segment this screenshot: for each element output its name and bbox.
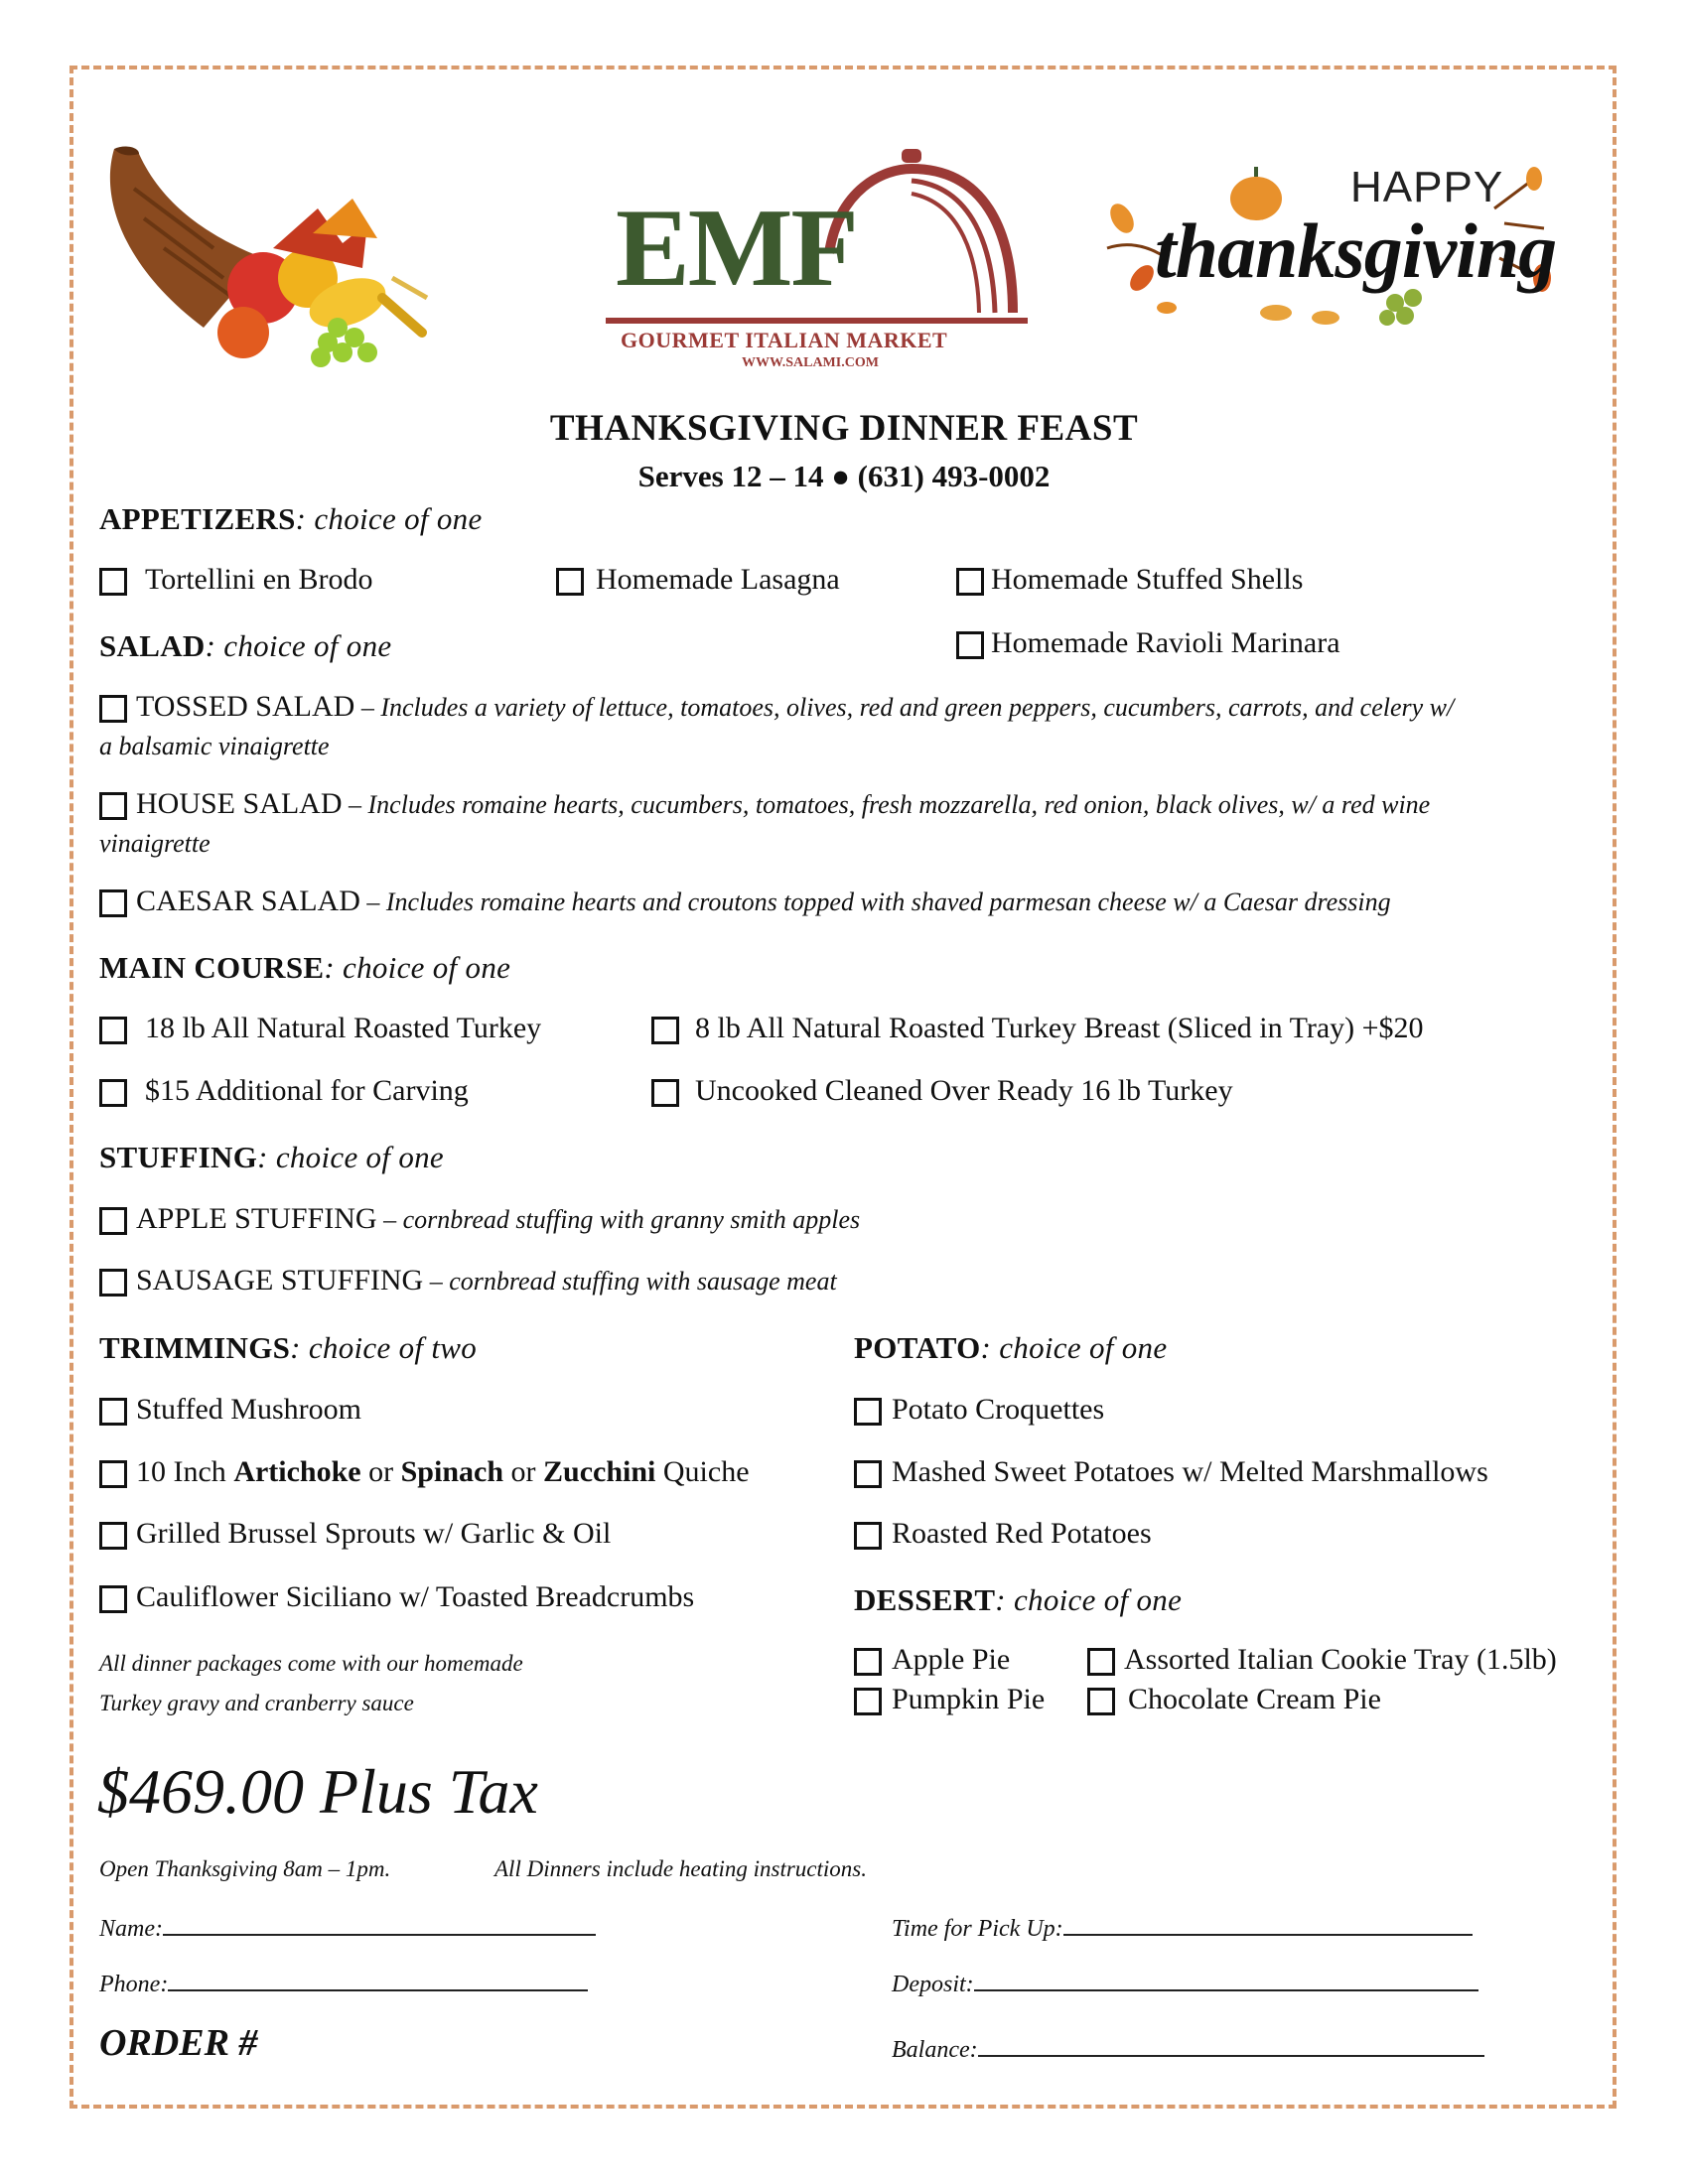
salad-item-1 <box>136 690 1454 724</box>
salad-desc-3: – Includes romaine hearts and croutons topped with shaved parmesan cheese w/ a Caesar dressing <box>359 887 1391 916</box>
trimming-label-2: Grilled Brussel Sprouts w/ Garlic & Oil <box>136 1517 612 1550</box>
stuffing-item-2 <box>136 1264 837 1297</box>
deposit-label: Deposit: <box>892 1972 974 1997</box>
main-course-checkbox-2[interactable] <box>651 1017 679 1044</box>
salad-desc-2: – Includes romaine hearts, cucumbers, tomatoes, fresh mozzarella, red onion, black olives, w/ a red wine <box>342 790 1431 819</box>
trimming-label-3: Cauliflower Siciliano w/ Toasted Breadcrumbs <box>136 1580 695 1613</box>
pickup-field[interactable] <box>892 1912 1473 1943</box>
stuffing-checkbox-2[interactable] <box>99 1269 127 1297</box>
appetizer-label-4: Homemade Ravioli Marinara <box>991 626 1340 659</box>
salad-heading: SALAD: choice of one <box>99 628 392 663</box>
salad-name-2: HOUSE SALAD <box>136 787 343 820</box>
appetizer-checkbox-2[interactable] <box>556 568 584 596</box>
balance-label: Balance: <box>892 2037 978 2063</box>
trimming-label-1: Stuffed Mushroom <box>136 1393 361 1426</box>
heating-info: All Dinners include heating instructions. <box>494 1856 867 1881</box>
price: $469.00 Plus Tax <box>97 1756 538 1827</box>
main-course-label-1: 18 lb All Natural Roasted Turkey <box>145 1012 542 1044</box>
appetizer-label-2: Homemade Lasagna <box>596 563 840 596</box>
logo-tagline: GOURMET ITALIAN MARKET <box>621 328 948 352</box>
stuffing-name-2: SAUSAGE STUFFING <box>136 1264 424 1297</box>
phone-field[interactable] <box>99 1968 588 1998</box>
trimmings-heading: TRIMMINGS: choice of two <box>99 1330 478 1365</box>
pickup-label: Time for Pick Up: <box>892 1916 1063 1942</box>
main-course-checkbox-4[interactable] <box>651 1079 679 1107</box>
greeting-thanksgiving: thanksgiving <box>1155 207 1557 294</box>
salad-name-3: CAESAR SALAD <box>136 885 360 917</box>
appetizer-label-3: Homemade Stuffed Shells <box>991 563 1304 596</box>
dessert-checkbox-4[interactable] <box>1087 1688 1115 1715</box>
note-line-2: Turkey gravy and cranberry sauce <box>99 1691 414 1715</box>
stuffing-desc-2: – cornbread stuffing with sausage meat <box>423 1267 837 1296</box>
greeting-happy: HAPPY <box>1350 163 1504 211</box>
phone-label: Phone: <box>99 1972 169 1997</box>
order-number-label: ORDER # <box>99 2022 258 2064</box>
dessert-checkbox-3[interactable] <box>854 1688 882 1715</box>
salad-desc-2-cont: vinaigrette <box>99 829 211 858</box>
cornucopia-image <box>94 129 432 377</box>
potato-checkbox-3[interactable] <box>854 1522 882 1550</box>
appetizers-heading: APPETIZERS: choice of one <box>99 501 483 536</box>
main-course-heading: MAIN COURSE: choice of one <box>99 950 511 985</box>
hours-info: Open Thanksgiving 8am – 1pm. <box>99 1856 391 1881</box>
stuffing-desc-1: – cornbread stuffing with granny smith apples <box>376 1205 861 1234</box>
logo-website: WWW.SALAMI.COM <box>742 355 879 370</box>
trimming-checkbox-1[interactable] <box>99 1398 127 1426</box>
dessert-checkbox-2[interactable] <box>1087 1648 1115 1676</box>
main-course-label-2: 8 lb All Natural Roasted Turkey Breast (Sliced in Tray) +$20 <box>695 1012 1424 1044</box>
potato-label-2: Mashed Sweet Potatoes w/ Melted Marshmallows <box>892 1455 1488 1488</box>
dessert-heading: DESSERT: choice of one <box>854 1582 1183 1617</box>
salad-desc-1: – Includes a variety of lettuce, tomatoes, olives, red and green peppers, cucumbers, carrots, and celery w/ <box>354 693 1455 722</box>
dessert-checkbox-1[interactable] <box>854 1648 882 1676</box>
name-label: Name: <box>99 1916 163 1942</box>
deposit-field[interactable] <box>892 1968 1478 1998</box>
potato-heading: POTATO: choice of one <box>854 1330 1168 1365</box>
dessert-label-4: Chocolate Cream Pie <box>1128 1683 1381 1715</box>
emf-logo <box>596 139 1033 377</box>
note-line-1: All dinner packages come with our homemade <box>99 1651 523 1676</box>
dessert-label-2: Assorted Italian Cookie Tray (1.5lb) <box>1124 1643 1557 1676</box>
logo-brand: EMF <box>616 187 857 310</box>
trimming-checkbox-3[interactable] <box>99 1522 127 1550</box>
salad-checkbox-3[interactable] <box>99 889 127 917</box>
potato-checkbox-1[interactable] <box>854 1398 882 1426</box>
page-subtitle: Serves 12 – 14 ● (631) 493-0002 <box>637 459 1051 493</box>
dessert-label-1: Apple Pie <box>892 1643 1011 1676</box>
name-field[interactable] <box>99 1912 596 1943</box>
stuffing-checkbox-1[interactable] <box>99 1207 127 1235</box>
main-course-label-4: Uncooked Cleaned Over Ready 16 lb Turkey <box>695 1074 1233 1107</box>
appetizer-checkbox-3[interactable] <box>956 568 984 596</box>
happy-thanksgiving-graphic <box>1097 149 1557 338</box>
main-course-checkbox-1[interactable] <box>99 1017 127 1044</box>
salad-checkbox-1[interactable] <box>99 695 127 723</box>
potato-label-3: Roasted Red Potatoes <box>892 1517 1152 1550</box>
salad-item-2 <box>136 787 1430 821</box>
trimming-checkbox-4[interactable] <box>99 1585 127 1613</box>
salad-desc-1-cont: a balsamic vinaigrette <box>99 732 330 760</box>
balance-field[interactable] <box>892 2033 1484 2064</box>
appetizer-checkbox-4[interactable] <box>956 631 984 659</box>
main-course-label-3: $15 Additional for Carving <box>145 1074 469 1107</box>
salad-item-3 <box>136 885 1391 918</box>
trimming-checkbox-2[interactable] <box>99 1460 127 1488</box>
potato-checkbox-2[interactable] <box>854 1460 882 1488</box>
appetizer-checkbox-1[interactable] <box>99 568 127 596</box>
dessert-label-3: Pumpkin Pie <box>892 1683 1046 1715</box>
appetizer-label-1: Tortellini en Brodo <box>145 563 373 596</box>
trimming-label-quiche: 10 Inch Artichoke or Spinach or Zucchini Quiche <box>136 1455 750 1488</box>
salad-name-1: TOSSED SALAD <box>136 690 355 723</box>
page-title: THANKSGIVING DINNER FEAST <box>549 408 1139 449</box>
stuffing-heading: STUFFING: choice of one <box>99 1140 444 1174</box>
potato-label-1: Potato Croquettes <box>892 1393 1105 1426</box>
salad-checkbox-2[interactable] <box>99 792 127 820</box>
main-course-checkbox-3[interactable] <box>99 1079 127 1107</box>
stuffing-name-1: APPLE STUFFING <box>136 1202 377 1235</box>
stuffing-item-1 <box>136 1202 860 1236</box>
